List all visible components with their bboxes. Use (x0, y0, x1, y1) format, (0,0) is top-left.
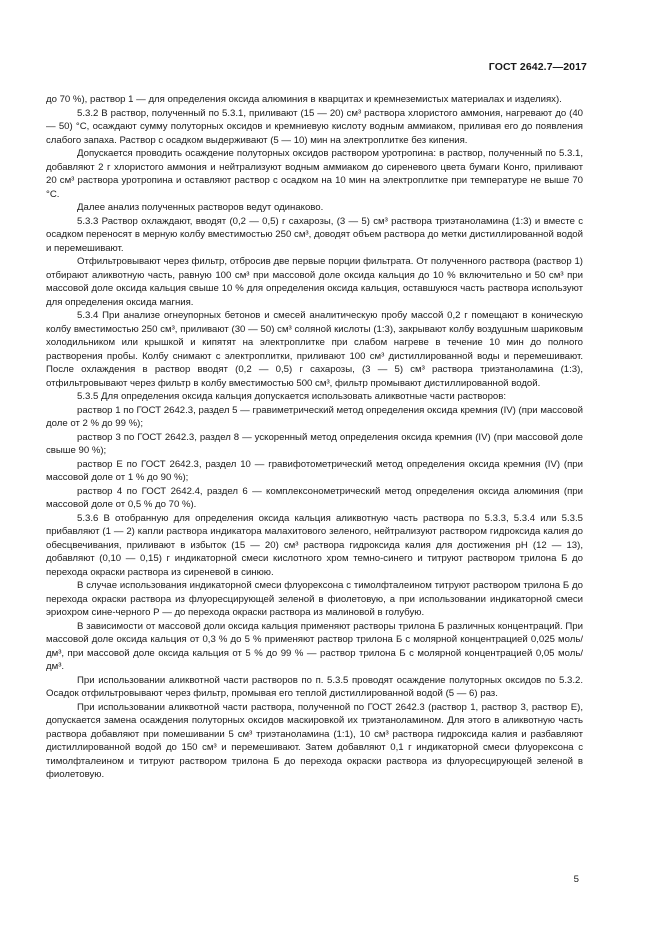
document-body (46, 93, 583, 782)
paragraph-filtering: Отфильтровывают через фильтр, отбросив две первые порции фильтрата. От полученного раствора (раствор 1) отбирают аликвотную часть, равную 100 см³ при массовой доле оксида кальция до 10 % включительно и 50 см³ при массовой доле оксида кальция свыше 10 % для определения оксида кальция, оставшуюся часть раствора используют для определения оксида магния. (46, 256, 583, 308)
list-item-solution-3: раствор 3 по ГОСТ 2642.3, раздел 8 — ускоренный метод определения оксида кремния (IV) (при массовой доле свыше 90 %); (46, 431, 583, 456)
list-item-solution-1: раствор 1 по ГОСТ 2642.3, раздел 5 — гравиметрический метод определения оксида кремния (IV) (при массовой доле от 2 % до 99 %); (46, 404, 583, 429)
paragraph-concentrations: В зависимости от массовой доли оксида кальция применяют растворы трилона Б различных концентраций. При массовой доле оксида кальция от 0,3 % до 5 % применяют раствор трилона Б с молярной концентрацией 0,025 моль/дм³, при массовой доле оксида кальция от 5 % до 99 % — раствор трилона Б с молярной концентрацией 0,05 моль/дм³. (46, 620, 583, 672)
document-header: ГОСТ 2642.7—2017 (488, 61, 587, 73)
paragraph-urotropine: Допускается проводить осаждение полуторных оксидов раствором уротропина: в раствор, полученный по 5.3.1, добавляют 2 г хлористого аммония и нейтрализуют водным аммиаком до сиреневого цвета бумаги Конго, приливают 20 см³ раствора уротропина и оставляют раствор с осадком на 10 мин на электроплитке при температуре не выше 70 °С. (46, 148, 583, 200)
paragraph-further-analysis: Далее анализ полученных растворов ведут одинаково. (77, 202, 324, 213)
page-number: 5 (573, 874, 579, 885)
paragraph-aliquot-5-3-5: При использовании аликвотной части растворов по п. 5.3.5 проводят осаждение полуторных оксидов по 5.3.2. Осадок отфильтровывают через фильтр, промывая его теплой дистиллированной водой (5 — 6) раз. (46, 674, 583, 699)
list-item-solution-e: раствор Е по ГОСТ 2642.3, раздел 10 — гравифотометрический метод определения оксида кремния (IV) (при массовой доле от 1 % до 90 %); (46, 458, 583, 483)
paragraph-fluorexone: В случае использования индикаторной смеси флуорексона с тимолфталеином титруют раствором трилона Б до перехода окраски раствора из флуоресцирующей зеленой в фиолетовую, а при использовании индикаторной смеси эриохром сине-черного Р — до перехода окраски раствора из малиновой в голубую. (46, 580, 583, 618)
paragraph-continuation: до 70 %), раствор 1 — для определения оксида алюминия в кварцитах и кремнеземистых материалах и изделиях). (46, 94, 562, 105)
paragraph-5-3-2: 5.3.2 В раствор, полученный по 5.3.1, приливают (15 — 20) см³ раствора хлористого аммония, нагревают до (40 — 50) °С, осаждают сумму полуторных оксидов и кремниевую кислоту водным аммиаком, приливая его до появления слабого запаха. Раствор с осадком выдерживают (5 — 10) мин на электроплитке без кипения. (46, 107, 583, 146)
paragraph-triethanolamine: При использовании аликвотной части раствора, полученной по ГОСТ 2642.3 (раствор 1, раствор 3, раствор Е), допускается замена осаждения полуторных оксидов маскировкой их триэтаноламином. Для этого в аликвотную часть раствора добавляют при помешивании 5 см³ триэтаноламина (1:1), 10 см³ раствора гидроксида калия и разбавляют дистиллированной водой до 150 см³ и перемешивают. Затем добавляют 0,1 г индикаторной смеси флуорексона с тимолфталеином и титруют раствором трилона Б до перехода окраски раствора из флуоресцирующей зеленой в фиолетовую. (46, 701, 583, 780)
list-item-solution-4: раствор 4 по ГОСТ 2642.4, раздел 6 — комплексонометрический метод определения оксида алюминия (при массовой доле от 0,5 % до 70 %). (46, 485, 583, 510)
paragraph-5-3-5: 5.3.5 Для определения оксида кальция допускается использовать аликвотные части растворов: (77, 391, 507, 402)
paragraph-5-3-6: 5.3.6 В отобранную для определения оксида кальция аликвотную часть раствора по 5.3.3, 5.3.4 или 5.3.5 прибавляют (1 — 2) капли раствора индикатора малахитового зеленого, нейтрализуют раствором гидроксида калия до обесцвечивания, приливают в избыток (15 — 20) см³ раствора гидроксида калия для достижения рН (12 — 13), добавляют (0,10 — 0,15) г индикаторной смеси кислотного хром темно-синего и титруют раствором трилона Б до перехода окраски раствора из сиреневой в синюю. (46, 512, 583, 578)
paragraph-5-3-3: 5.3.3 Раствор охлаждают, вводят (0,2 — 0,5) г сахарозы, (3 — 5) см³ раствора триэтаноламина (1:3) и вместе с осадком переносят в мерную колбу вместимостью 250 см³, доводят объем раствора до метки дистиллированной водой и перемешивают. (46, 215, 583, 254)
paragraph-5-3-4: 5.3.4 При анализе огнеупорных бетонов и смесей аналитическую пробу массой 0,2 г помещают в коническую колбу вместимостью 250 см³, приливают (30 — 50) см³ соляной кислоты (1:3), закрывают колбу воздушным шариковым холодильником или крышкой и кипятят на электроплитке при слабом нагреве в течение 10 мин до полного растворения пробы. Колбу снимают с электроплитки, приливают 100 см³ дистиллированной воды и перемешивают. После охлаждения в раствор вводят (0,2 — 0,5) г сахарозы, (3 — 5) см³ раствора триэтаноламина (1:3), отфильтровывают через фильтр в колбу вместимостью 500 см³, фильтр промывают дистиллированной водой. (46, 310, 583, 389)
